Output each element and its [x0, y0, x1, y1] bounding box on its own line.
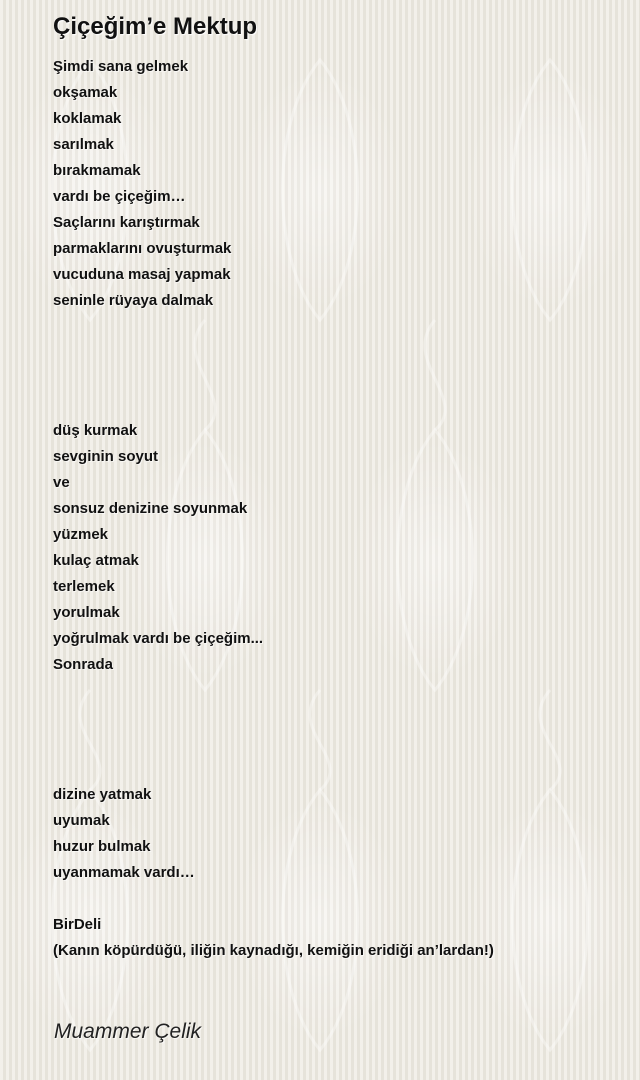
- poem-line: huzur bulmak: [53, 838, 151, 855]
- stanza-break: [53, 730, 613, 756]
- poem-line: dizine yatmak: [53, 786, 152, 803]
- stanza-break: [53, 678, 613, 704]
- poem-line: bırakmamak: [53, 162, 141, 179]
- poem-line: sonsuz denizine soyunmak: [53, 500, 248, 517]
- poem-author: Muammer Çelik: [54, 1020, 202, 1043]
- poem-line: Şimdi sana gelmek: [53, 58, 189, 75]
- poem-line: (Kanın köpürdüğü, iliğin kaynadığı, kemiğin eridiği an’lardan!): [53, 942, 494, 959]
- poem-line: yoğrulmak vardı be çiçeğim...: [53, 630, 264, 647]
- poem-line: vardı be çiçeğim…: [53, 188, 186, 205]
- poem-body: [53, 54, 613, 964]
- poem-line: koklamak: [53, 110, 122, 127]
- poem-line: Sonrada: [53, 656, 114, 673]
- stanza-break: [53, 756, 613, 782]
- stanza-break: [53, 704, 613, 730]
- poem-line: kulaç atmak: [53, 552, 139, 569]
- poem-title: Çiçeğim’e Mektup: [53, 13, 258, 40]
- poem-line: sarılmak: [53, 136, 114, 153]
- stanza-break: [53, 340, 613, 366]
- poem-line: yorulmak: [53, 604, 120, 621]
- poem-line: BirDeli: [53, 916, 102, 933]
- poem-line: yüzmek: [53, 526, 109, 543]
- stanza-break: [53, 886, 613, 912]
- poem-line: ve: [53, 474, 70, 491]
- stanza-break: [53, 314, 613, 340]
- poem-card: [53, 12, 613, 964]
- poem-line: parmaklarını ovuşturmak: [53, 240, 232, 257]
- poem-line: terlemek: [53, 578, 115, 595]
- poem-line: sevginin soyut: [53, 448, 159, 465]
- poem-line: okşamak: [53, 84, 118, 101]
- poem-line: Saçlarını karıştırmak: [53, 214, 200, 231]
- poem-line: uyanmamak vardı…: [53, 864, 195, 881]
- poem-line: uyumak: [53, 812, 110, 829]
- poem-line: vucuduna masaj yapmak: [53, 266, 231, 283]
- stanza-break: [53, 366, 613, 392]
- poem-line: seninle rüyaya dalmak: [53, 292, 214, 309]
- stanza-break: [53, 392, 613, 418]
- poem-line: düş kurmak: [53, 422, 138, 439]
